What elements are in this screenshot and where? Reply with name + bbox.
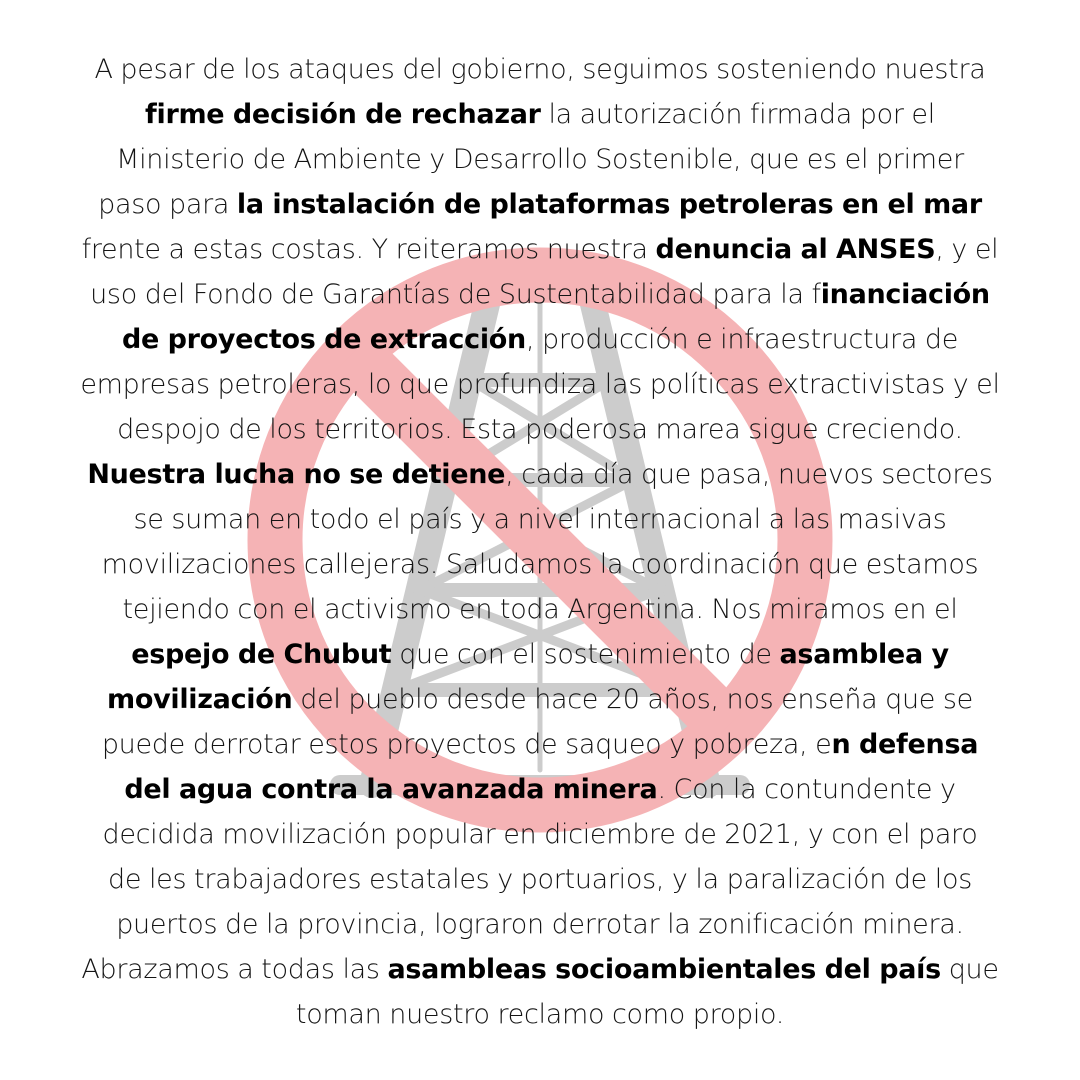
bold-phrase: asambleas socioambientales del país bbox=[387, 954, 941, 985]
text-segment: que con el sostenimiento de bbox=[391, 639, 780, 670]
text-segment: . Con la contundente y bbox=[657, 774, 956, 805]
text-line bbox=[20, 497, 1060, 542]
text-segment: puede derrotar estos proyectos de saqueo y pobreza, e bbox=[101, 729, 832, 760]
text-segment: decidida movilización popular en diciembre de 2021, y con el paro bbox=[102, 819, 978, 850]
text-line bbox=[20, 317, 1060, 362]
text-line bbox=[20, 407, 1060, 452]
bold-phrase: del agua contra la avanzada minera bbox=[124, 774, 658, 805]
text-line bbox=[20, 722, 1060, 767]
text-line bbox=[20, 587, 1060, 632]
text-segment: , producción e infraestructura de bbox=[525, 324, 959, 355]
text-line bbox=[20, 47, 1060, 92]
text-line bbox=[20, 182, 1060, 227]
text-segment: A pesar de los ataques del gobierno, seguimos sosteniendo nuestra bbox=[94, 54, 986, 85]
text-line bbox=[20, 677, 1060, 722]
bold-phrase: espejo de Chubut bbox=[131, 639, 392, 670]
text-line bbox=[20, 137, 1060, 182]
text-segment: que bbox=[940, 954, 999, 985]
bold-phrase: denuncia al ANSES bbox=[655, 234, 936, 265]
text-segment: empresas petroleras, lo que profundiza las políticas extractivistas y el bbox=[80, 369, 1000, 400]
text-segment: despojo de los territorios. Esta poderosa marea sigue creciendo. bbox=[117, 414, 963, 445]
text-segment: tejiendo con el activismo en toda Argentina. Nos miramos en el bbox=[122, 594, 958, 625]
text-line bbox=[20, 767, 1060, 812]
text-segment: , y el bbox=[935, 234, 999, 265]
bold-phrase: asamblea y bbox=[779, 639, 949, 670]
text-segment: movilizaciones callejeras. Saludamos la coordinación que estamos bbox=[101, 549, 979, 580]
text-line bbox=[20, 812, 1060, 857]
text-segment: paso para bbox=[98, 189, 237, 220]
text-segment: de les trabajadores estatales y portuarios, y la paralización de los bbox=[108, 864, 972, 895]
text-segment: del pueblo desde hace 20 años, nos enseña que se bbox=[292, 684, 973, 715]
text-line bbox=[20, 227, 1060, 272]
bold-phrase: de proyectos de extracción bbox=[121, 324, 526, 355]
statement-text bbox=[20, 47, 1060, 1037]
text-line bbox=[20, 452, 1060, 497]
text-line bbox=[20, 542, 1060, 587]
text-segment: Ministerio de Ambiente y Desarrollo Sostenible, que es el primer bbox=[116, 144, 964, 175]
text-line bbox=[20, 272, 1060, 317]
text-segment: se suman en todo el país y a nivel internacional a las masivas bbox=[133, 504, 947, 535]
bold-phrase: la instalación de plataformas petroleras en el mar bbox=[236, 189, 982, 220]
text-line bbox=[20, 632, 1060, 677]
text-segment: , cada día que pasa, nuevos sectores bbox=[505, 459, 993, 490]
bold-phrase: Nuestra lucha no se detiene bbox=[87, 459, 506, 490]
text-line bbox=[20, 857, 1060, 902]
text-line bbox=[20, 947, 1060, 992]
text-line bbox=[20, 92, 1060, 137]
text-line bbox=[20, 902, 1060, 947]
bold-phrase: movilización bbox=[107, 684, 293, 715]
text-segment: frente a estas costas. Y reiteramos nuestra bbox=[81, 234, 656, 265]
text-segment: uso del Fondo de Garantías de Sustentabilidad para la f bbox=[90, 279, 821, 310]
bold-phrase: n defensa bbox=[831, 729, 979, 760]
text-segment: la autorización firmada por el bbox=[540, 99, 935, 130]
text-segment: Abrazamos a todas las bbox=[81, 954, 388, 985]
text-line bbox=[20, 992, 1060, 1037]
text-segment: puertos de la provincia, lograron derrotar la zonificación minera. bbox=[116, 909, 964, 940]
bold-phrase: inanciación bbox=[820, 279, 990, 310]
text-line bbox=[20, 362, 1060, 407]
text-segment: toman nuestro reclamo como propio. bbox=[295, 999, 785, 1030]
bold-phrase: firme decisión de rechazar bbox=[145, 99, 541, 130]
